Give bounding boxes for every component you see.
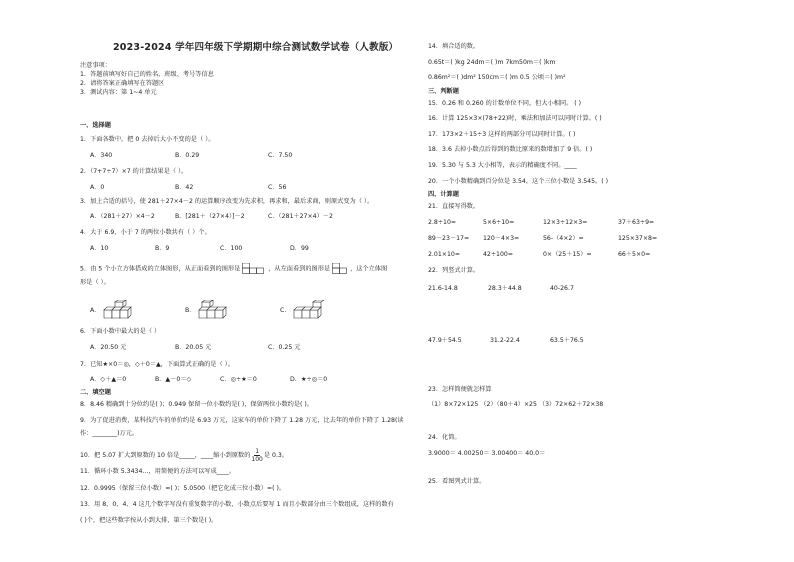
question-16: 16．计算 125×3×(78+22)时，乘法和加法可以同时计算。( )	[428, 115, 602, 122]
vertical-calc: 28.3＋44.8	[488, 285, 522, 292]
calc-cell: 0×（25＋15）=	[543, 251, 592, 258]
q6-option-a[interactable]: A．20.50 元	[90, 344, 127, 351]
calc-cell: 5×6÷10=	[483, 219, 515, 226]
q23-items: （1）8×72×125 （2）（80＋4）×25 （3）72×62＋72×38	[428, 401, 604, 408]
question-6: 6．下面小数中最大的是（ ）	[80, 328, 161, 335]
calc-cell: 12×3÷12×3=	[543, 219, 588, 226]
q4-option-b[interactable]: B．9	[155, 245, 170, 252]
note-item: 2．请将答案正确填写在答题区	[80, 80, 165, 87]
q3-option-a[interactable]: A．（281＋27）×4－2	[90, 213, 155, 220]
q24-items: 3.9000＝ 4.00250＝ 3.00400＝ 40.0＝	[428, 450, 546, 457]
cube-figure-b-icon	[197, 300, 229, 320]
q5-option-a[interactable]	[90, 300, 134, 320]
vertical-calc: 21.6-14.8	[428, 285, 458, 292]
question-14: 14．填合适的数。	[428, 43, 480, 50]
section-heading-judge: 三、判断题	[428, 88, 459, 95]
calc-cell: 66＋5×0=	[618, 251, 651, 258]
calc-cell: 2.8÷10=	[428, 219, 457, 226]
question-13: 13．用 8、0、4、4 这几个数字写没有重复数字的小数，小数点后要写 1 而且小数部分由三个数组成，这样的数有	[80, 501, 394, 508]
question-22: 22．列竖式计算。	[428, 267, 480, 274]
q5-option-a-label: A．	[90, 307, 101, 314]
q1-option-b[interactable]: B．0.29	[175, 152, 200, 159]
q2-option-a[interactable]: A．0	[90, 184, 105, 191]
q3-option-b[interactable]: B．[281＋（27×4）]－2	[175, 213, 245, 220]
question-25: 25．看图列式计算。	[428, 478, 486, 485]
q10-fraction	[251, 448, 262, 463]
notes-heading: 注意事项：	[80, 62, 111, 69]
section-heading-calc: 四、计算题	[428, 191, 459, 198]
note-item: 1．答题前填写好自己的姓名、班级、考号等信息	[80, 71, 214, 78]
question-24: 24．化简。	[428, 434, 461, 441]
q10-text-b: 是 0.3。	[263, 451, 289, 459]
q1-option-a[interactable]: A．340	[90, 152, 113, 159]
cube-figure-a-icon	[102, 300, 134, 320]
q6-option-b[interactable]: B．20.05 元	[175, 344, 212, 351]
fraction-denominator: 100	[251, 456, 263, 463]
q4-option-c[interactable]: C．100	[220, 245, 243, 252]
calc-cell: 37＋63÷9=	[618, 219, 655, 226]
vertical-calc: 47.9＋54.5	[428, 337, 462, 344]
q14-row-2: 0.86m²＝( )dm² 150cm＝( )m 0.5 公顷＝( )m²	[428, 74, 566, 81]
front-view-icon	[242, 263, 266, 274]
note-item: 3．测试内容：第 1~4 单元	[80, 89, 157, 96]
q5-stem-a: 5．由 5 个小立方体搭成的立体图形，从正面看到的图形是	[80, 265, 241, 273]
vertical-calc: 63.5＋76.5	[550, 337, 584, 344]
q5-option-c-label: C．	[280, 307, 291, 314]
question-13-cont: ( )个，把这些数字按从小到大排，第三个数是( )。	[80, 517, 218, 524]
q5-option-b-label: B．	[185, 307, 196, 314]
vertical-calc: 31.2-22.4	[490, 337, 520, 344]
page-title: 2023-2024 学年四年级下学期期中综合测试数学试卷（人教版）	[113, 42, 399, 53]
q3-option-c[interactable]: C．（281＋27×4）－2	[268, 213, 333, 220]
calc-cell: 42÷100=	[483, 251, 514, 258]
question-4: 4．大于 6.9，小于 7 的两位小数共有（ ）个。	[80, 229, 211, 236]
q5-stem-d: 形是（ ）。	[80, 279, 110, 286]
question-9: 9．为了促进消费，某科技汽车的单价约是 6.93 万元，这家车的单价下降了 1.28 万元，比去年的单价下降了 1.28(读	[80, 417, 404, 424]
question-3: 3．加上合适的括号，使 281＋27×4－2 的运算顺序改变为先求积，再求和，最后求商，则原式变为（ ）。	[80, 198, 374, 205]
question-20: 20．一个小数精确到百分位是 3.54，这个三位小数是 3.545。( )	[428, 178, 609, 185]
question-17: 17．173×2＋15÷3 这样的两部分可以同时计算。( )	[428, 131, 576, 138]
question-19: 19．5.30 与 5.3 大小相等，表示的精确度不同。____	[428, 162, 577, 169]
calc-cell: 56-（4×2）=	[543, 235, 584, 242]
calc-cell: 120－4×3=	[483, 235, 520, 242]
question-12: 12．0.9995（保留三位小数）≈( )；5.0500（把它化成三位小数）=( )。	[80, 485, 286, 492]
question-5	[80, 263, 387, 274]
question-8: 8．8.46 精确到十分位约是( )；0.949 保留一位小数约是( )，保留两位小数约是( )。	[80, 401, 313, 408]
question-1: 1．下面各数中，把 0 去掉后大小不变的是（ ）。	[80, 136, 215, 143]
calc-cell: 125×37×8=	[618, 235, 658, 242]
calc-cell: 2.01×10=	[428, 251, 461, 258]
question-11: 11．循环小数 5.3434…，用简便的方法可以写成____。	[80, 468, 236, 475]
q5-stem-b: ，从左面看到的图形是	[268, 265, 331, 273]
q2-option-b[interactable]: B．42	[175, 184, 194, 191]
section-heading-choice: 一、选择题	[80, 122, 111, 129]
question-21: 21．直接写得数。	[428, 203, 480, 210]
q7-option-a[interactable]: A．◇＋▲＝0	[90, 376, 127, 383]
q5-stem-c: ，这个立体图	[350, 265, 388, 273]
q7-option-c[interactable]: C．◎÷★＝0	[220, 376, 257, 383]
question-18: 18．3.6 去掉小数点后得到的数比原来的数增加了 9 倍。( )	[428, 146, 593, 153]
q4-option-a[interactable]: A．10	[90, 245, 109, 252]
calc-cell: 89－23－17=	[428, 235, 470, 242]
cube-figure-c-icon	[292, 300, 324, 320]
question-7: 7．已知★×0＝◎，◇＋0＝▲，下面算式正确的是（ ）。	[80, 361, 234, 368]
question-10	[80, 448, 288, 463]
section-heading-fill: 二、填空题	[80, 389, 111, 396]
question-9-cont: 作：________)万元。	[80, 430, 139, 437]
q14-row-1: 0.65t＝( )kg 24dm＝( )m 7km50m＝( )km	[428, 59, 556, 66]
q5-option-b[interactable]	[185, 300, 229, 320]
left-view-icon	[332, 263, 348, 274]
q10-text-a: 10．把 5.07 扩大到原数的 10 倍是_____，____缩小到原数的	[80, 451, 251, 459]
question-2: 2．（7+7÷7）×7 的计算结果是（ ）。	[80, 168, 188, 175]
q5-option-c[interactable]	[280, 300, 324, 320]
q7-option-d[interactable]: D．★÷◎＝0	[290, 376, 328, 383]
q4-option-d[interactable]: D．99	[290, 245, 309, 252]
q7-option-b[interactable]: B．▲－0＝◇	[155, 376, 192, 383]
question-23: 23．怎样简便就怎样算	[428, 386, 492, 393]
vertical-calc: 40-26.7	[550, 285, 574, 292]
q6-option-c[interactable]: C．0.25 元	[268, 344, 301, 351]
q1-option-c[interactable]: C．7.50	[268, 152, 293, 159]
question-15: 15．0.26 和 0.260 的计数单位不同，但大小相同。 ( )	[428, 100, 582, 107]
fraction-numerator: 1	[255, 448, 260, 455]
q2-option-c[interactable]: C．56	[268, 184, 287, 191]
